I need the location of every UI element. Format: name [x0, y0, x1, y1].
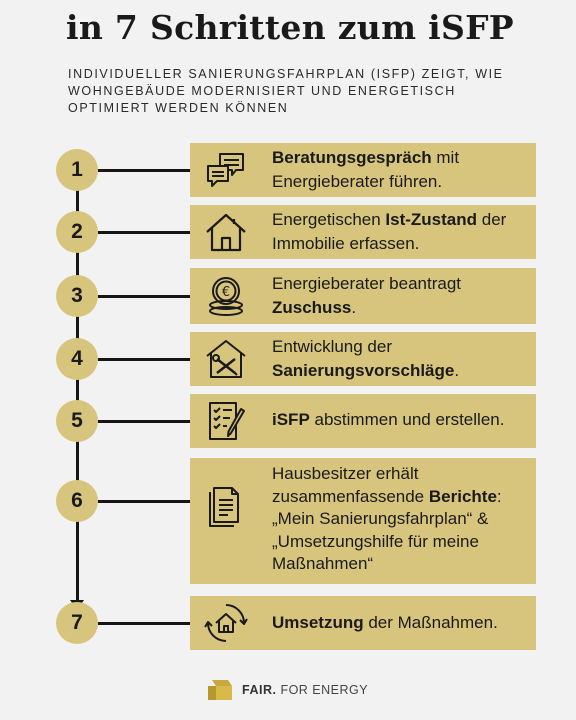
documents-icon: [204, 484, 248, 528]
step-card: [190, 332, 536, 386]
page-subtitle: INDIVIDUELLER SANIERUNGSFAHRPLAN (ISFP) ZEIGT, WIE WOHNGEBÄUDE MODERNISIERT UND ENERGETISCH OPTIMIERT WERDEN KÖNNEN: [68, 67, 504, 115]
step-description: [272, 408, 530, 432]
step-number-badge: 6: [56, 480, 98, 522]
step-number-badge: 3: [56, 275, 98, 317]
step-text-bold: iSFP: [272, 410, 310, 429]
checklist-icon: [204, 399, 248, 443]
step-number-badge: 1: [56, 149, 98, 191]
speech-bubbles-icon: [204, 148, 248, 192]
step-description: [272, 146, 530, 194]
step-text: mit Energieberater führen.: [272, 148, 460, 191]
step-text: der Maßnahmen.: [363, 613, 498, 632]
step-text: der Immobilie erfassen.: [272, 210, 507, 253]
step-text-bold: Umsetzung: [272, 613, 364, 632]
svg-text:€: €: [221, 285, 231, 300]
step-description: [272, 463, 530, 576]
step-number-badge: 4: [56, 338, 98, 380]
logo-box-icon: [206, 678, 234, 702]
step-text: : „Mein Sanierungsfahrplan“ & „Umsetzungshilfe für meine Maßnahmen“: [272, 486, 502, 573]
step-description: [272, 335, 530, 383]
euro-coins-icon: [204, 274, 248, 318]
step-connector: [98, 622, 190, 625]
brand-logo: [206, 678, 368, 702]
step-card: [190, 268, 536, 324]
step-connector: [98, 295, 190, 298]
logo-text: [242, 683, 368, 697]
step-connector: [98, 358, 190, 361]
step-text: Entwicklung der: [272, 337, 393, 356]
step-connector: [98, 169, 190, 172]
step-text: abstimmen und erstellen.: [309, 410, 505, 429]
step-connector: [98, 231, 190, 234]
step-text-bold: Berichte: [428, 486, 497, 506]
step-card: [190, 143, 536, 197]
step-connector: [98, 500, 190, 503]
step-number-badge: 2: [56, 211, 98, 253]
step-text-bold: Zuschuss: [272, 298, 352, 317]
step-card: [190, 205, 536, 259]
house-cycle-icon: [204, 601, 248, 645]
step-card: [190, 394, 536, 448]
step-text: Hausbesitzer erhält zusammenfassende: [272, 464, 429, 506]
page-title: in 7 Schritten zum iSFP: [66, 8, 514, 47]
house-icon: [204, 210, 248, 254]
logo-tagline: FOR ENERGY: [280, 683, 369, 697]
step-text-bold: Ist-Zustand: [385, 210, 478, 229]
step-text: Energetischen: [272, 210, 386, 229]
house-tools-icon: [204, 337, 248, 381]
step-text-bold: Beratungsgespräch: [272, 148, 432, 167]
logo-brand: FAIR.: [242, 683, 277, 697]
step-number-badge: 7: [56, 602, 98, 644]
step-description: [272, 611, 530, 635]
step-card: [190, 596, 536, 650]
step-text-bold: Sanierungsvorschläge: [272, 361, 455, 380]
step-number-badge: 5: [56, 400, 98, 442]
step-connector: [98, 420, 190, 423]
step-description: [272, 208, 530, 256]
step-description: [272, 272, 530, 320]
step-text: .: [454, 361, 460, 380]
step-text: Energieberater beantragt: [272, 274, 462, 293]
step-card: [190, 458, 536, 584]
step-text: .: [351, 298, 357, 317]
